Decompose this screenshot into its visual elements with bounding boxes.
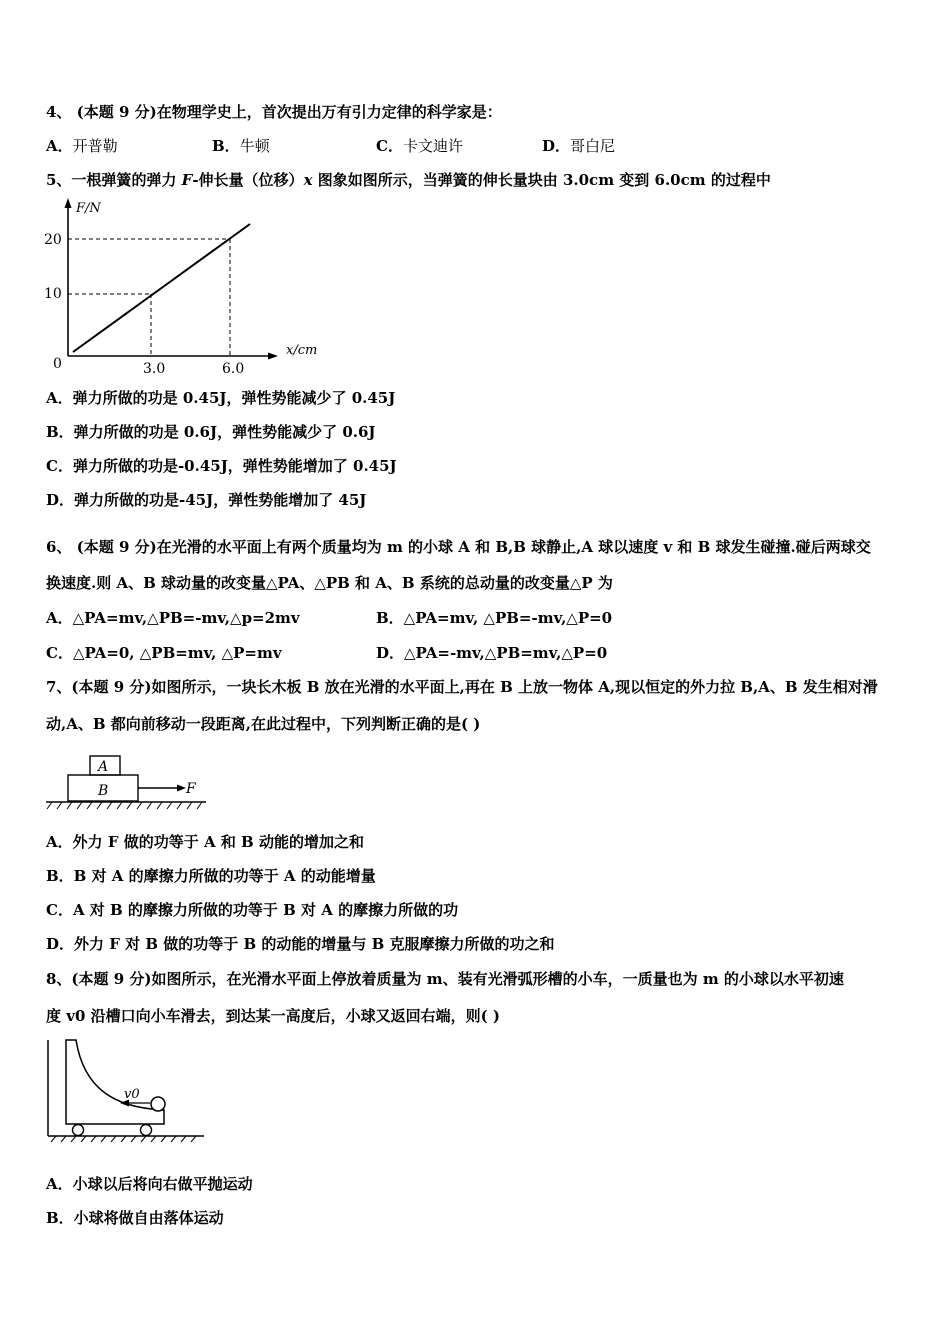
- q6-stem-line2: 换速度.则 A、B 球动量的改变量△PA、△PB 和 A、B 系统的总动量的改变量△P 为: [46, 574, 613, 592]
- q5-force-extension-graph: [40, 196, 330, 381]
- q8-cart-ball-figure: [44, 1036, 209, 1144]
- q4-option-d: D．哥白尼: [542, 137, 616, 155]
- q5-option-c: C．弹力所做的功是-0.45J，弹性势能增加了 0.45J: [46, 457, 397, 475]
- q7-board-block-figure: [44, 752, 214, 814]
- board-b-label: B: [98, 783, 109, 799]
- y-axis-label: F/N: [76, 201, 101, 216]
- wheel-left: [73, 1125, 84, 1136]
- velocity-label: v0: [124, 1087, 140, 1102]
- q8-stem-line1: 8、(本题 9 分)如图所示，在光滑水平面上停放着质量为 m、装有光滑弧形槽的小车，一质量也为 m 的小球以水平初速: [46, 970, 844, 988]
- q7-option-a: A．外力 F 做的功等于 A 和 B 动能的增加之和: [46, 833, 364, 851]
- q4-option-a: A．开普勒: [46, 137, 118, 155]
- y-tick-10: 10: [44, 286, 62, 302]
- q7-option-b: B．B 对 A 的摩擦力所做的功等于 A 的动能增量: [46, 867, 376, 885]
- x-tick-6: 6.0: [222, 361, 245, 377]
- q7-stem-line2: 动,A、B 都向前移动一段距离,在此过程中，下列判断正确的是( ): [46, 715, 481, 733]
- q5-option-d: D．弹力所做的功是-45J，弹性势能增加了 45J: [46, 491, 367, 509]
- q7-option-c: C．A 对 B 的摩擦力所做的功等于 B 对 A 的摩擦力所做的功: [46, 901, 459, 919]
- q6-option-a: A．△PA=mv,△PB=-mv,△p=2mv: [46, 609, 300, 627]
- q8-stem-line2: 度 v0 沿槽口向小车滑去，到达某一高度后，小球又返回右端，则( ): [46, 1007, 501, 1025]
- force-label: F: [186, 781, 196, 797]
- force-arrowhead: [177, 785, 186, 792]
- x-tick-3: 3.0: [143, 361, 166, 377]
- q5-option-b: B．弹力所做的功是 0.6J，弹性势能减少了 0.6J: [46, 423, 376, 441]
- q8-option-b: B．小球将做自由落体运动: [46, 1209, 224, 1227]
- ball: [151, 1097, 165, 1111]
- cart-body: [66, 1040, 164, 1124]
- y-tick-20: 20: [44, 232, 62, 248]
- origin-label: 0: [53, 356, 62, 372]
- q4-stem: 4、 (本题 9 分)在物理学史上，首次提出万有引力定律的科学家是：: [46, 103, 502, 121]
- q4-option-b: B．牛顿: [212, 137, 270, 155]
- q6-stem-line1: 6、 (本题 9 分)在光滑的水平面上有两个质量均为 m 的小球 A 和 B,B 球静止,A 球以速度 v 和 B 球发生碰撞.碰后两球交: [46, 538, 871, 556]
- block-a-label: A: [98, 759, 109, 775]
- q5-stem: 5、一根弹簧的弹力 F-伸长量（位移）x 图象如图所示，当弹簧的伸长量块由 3.0cm 变到 6.0cm 的过程中: [46, 171, 771, 189]
- x-axis-label: x/cm: [286, 343, 318, 358]
- wheel-right: [141, 1125, 152, 1136]
- force-line: [73, 224, 250, 352]
- q6-option-c: C．△PA=0, △PB=mv, △P=mv: [46, 644, 282, 662]
- q6-option-b: B．△PA=mv, △PB=-mv,△P=0: [376, 609, 613, 627]
- q7-stem-line1: 7、(本题 9 分)如图所示，一块长木板 B 放在光滑的水平面上,再在 B 上放一物体 A,现以恒定的外力拉 B,A、B 发生相对滑: [46, 678, 878, 696]
- graph-y-arrow: [65, 198, 72, 208]
- q8-option-a: A．小球以后将向右做平抛运动: [46, 1175, 253, 1193]
- q5-option-a: A．弹力所做的功是 0.45J，弹性势能减少了 0.45J: [46, 389, 396, 407]
- graph-x-arrow: [268, 353, 278, 360]
- q4-option-c: C．卡文迪许: [376, 137, 463, 155]
- q7-option-d: D．外力 F 对 B 做的功等于 B 的动能的增量与 B 克服摩擦力所做的功之和: [46, 935, 555, 953]
- q6-option-d: D．△PA=-mv,△PB=mv,△P=0: [376, 644, 608, 662]
